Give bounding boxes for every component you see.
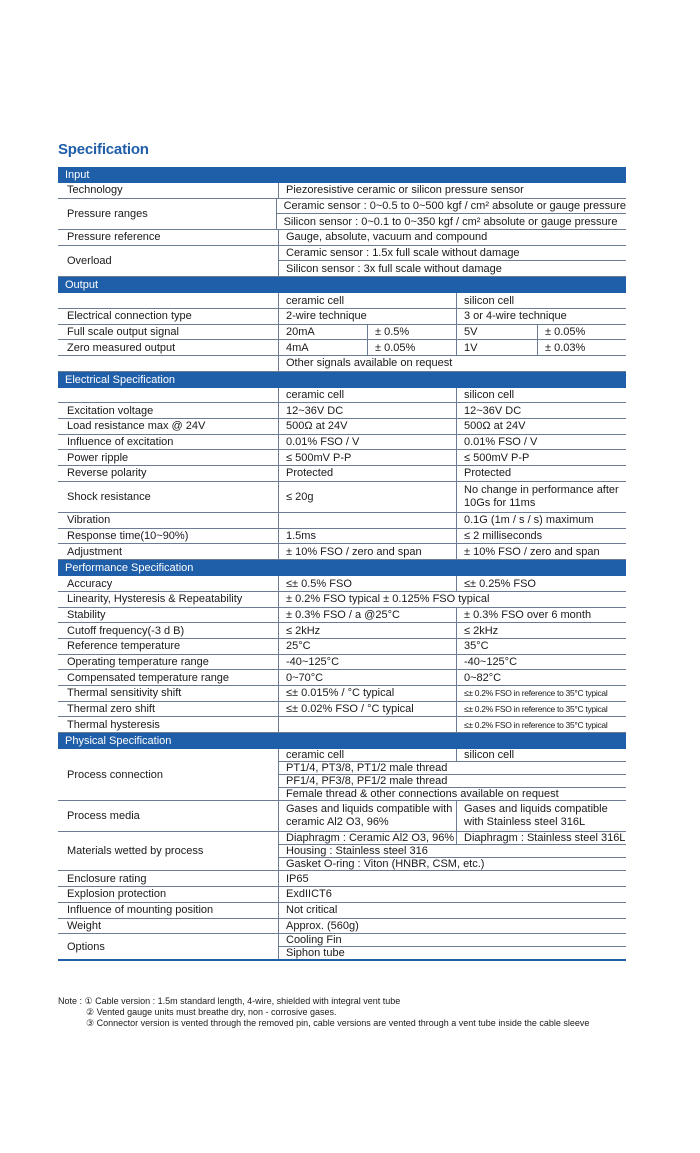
row-weight	[58, 919, 626, 935]
table-row	[58, 717, 626, 733]
row-label: Process connection	[58, 749, 279, 800]
row-value: PF1/4, PF3/8, PF1/2 male thread	[286, 775, 448, 788]
row-process-media	[58, 801, 626, 832]
column-header-silicon: silicon cell	[464, 749, 515, 762]
row-label: Thermal zero shift	[58, 702, 279, 717]
spec-table	[58, 167, 626, 961]
row-label: Thermal hysteresis	[58, 717, 279, 732]
cell-ceramic: Diaphragm : Ceramic Al2 O3, 96%	[279, 832, 457, 844]
cell-silicon: ≤ 2 milliseconds	[464, 530, 543, 543]
row-value: Gauge, absolute, vacuum and compound	[286, 231, 488, 244]
cell-ceramic: 2-wire technique	[279, 309, 457, 324]
row-label: Cutoff frequency(-3 d B)	[58, 623, 279, 638]
section-header-electrical: Electrical Specification	[58, 372, 626, 388]
cell-ceramic: ≤± 0.02% FSO / °C typical	[279, 702, 457, 717]
row-label: Operating temperature range	[58, 655, 279, 670]
table-row	[58, 623, 626, 639]
cell-silicon: 35°C	[464, 640, 489, 653]
row-label: Compensated temperature range	[58, 670, 279, 685]
row-value: Cooling Fin	[286, 934, 342, 947]
row-label: Adjustment	[58, 544, 279, 559]
cell-silicon: ≤ 500mV P-P	[464, 451, 530, 464]
table-row	[58, 450, 626, 466]
row-label: Vibration	[58, 513, 279, 528]
row-value: Female thread & other connections available on request	[286, 788, 559, 801]
row-label: Reference temperature	[58, 639, 279, 654]
row-label: Pressure ranges	[58, 199, 277, 229]
cell-silicon: ≤ 2kHz	[464, 624, 499, 637]
cell-silicon: 3 or 4-wire technique	[464, 310, 567, 323]
cell-silicon: 12~36V DC	[464, 404, 522, 417]
row-value: Other signals available on request	[286, 357, 453, 370]
cell-silicon: 0.1G (1m / s / s) maximum	[464, 514, 594, 527]
page-title: Specification	[58, 141, 149, 158]
row-label: Materials wetted by process	[58, 832, 279, 870]
row-overload	[58, 246, 626, 277]
row-label: Influence of excitation	[58, 435, 279, 450]
row-label: Stability	[58, 608, 279, 623]
table-row	[58, 702, 626, 718]
section-header-performance: Performance Specification	[58, 560, 626, 576]
cell-ceramic: ≤ 20g	[279, 482, 457, 512]
row-options	[58, 934, 626, 961]
row-label: Load resistance max @ 24V	[58, 419, 279, 434]
cell-ceramic: 0.01% FSO / V	[279, 435, 457, 450]
cell-ceramic: 500Ω at 24V	[279, 419, 457, 434]
section-header-input: Input	[58, 167, 626, 183]
row-label: Options	[58, 934, 279, 959]
cell-silicon-tolerance: ± 0.03%	[545, 341, 586, 354]
row-full-scale	[58, 325, 626, 341]
cell-ceramic: Gases and liquids compatible with ceramic Al2 O3, 96%	[279, 801, 457, 831]
row-label: Shock resistance	[58, 482, 279, 512]
row-value: Housing : Stainless steel 316	[286, 845, 428, 858]
row-value: Not critical	[286, 904, 338, 917]
row-value: Ceramic sensor : 1.5x full scale without damage	[286, 247, 520, 260]
row-label: Thermal sensitivity shift	[58, 686, 279, 701]
cell-ceramic: ≤ 500mV P-P	[279, 450, 457, 465]
row-label: Electrical connection type	[58, 309, 279, 324]
note-2: ② Vented gauge units must breathe dry, non - corrosive gases.	[86, 1007, 337, 1017]
cell-ceramic-signal: 20mA	[279, 325, 368, 340]
cell-silicon: 500Ω at 24V	[464, 420, 526, 433]
cell-ceramic: 12~36V DC	[279, 403, 457, 418]
cell-silicon: Diaphragm : Stainless steel 316L	[464, 832, 626, 845]
footnotes	[58, 996, 658, 1029]
row-label: Process media	[58, 801, 279, 831]
row-enclosure	[58, 871, 626, 887]
row-value: Siphon tube	[286, 947, 345, 960]
table-row	[58, 655, 626, 671]
row-process-connection	[58, 749, 626, 801]
cell-silicon: -40~125°C	[464, 655, 518, 668]
table-row	[58, 435, 626, 451]
cell-silicon-signal: 5V	[457, 325, 538, 340]
row-value: Gasket O-ring : Viton (HNBR, CSM, etc.)	[286, 858, 485, 871]
cell-silicon-tolerance: ± 0.05%	[545, 325, 586, 338]
table-row	[58, 466, 626, 482]
row-label: Response time(10~90%)	[58, 529, 279, 544]
cell-ceramic: ≤ 2kHz	[279, 623, 457, 638]
column-header-ceramic: ceramic cell	[279, 293, 457, 308]
cell-ceramic: -40~125°C	[279, 655, 457, 670]
row-label: Power ripple	[58, 450, 279, 465]
row-pressure-ranges	[58, 199, 626, 230]
cell-ceramic-signal: 4mA	[279, 340, 368, 355]
note-3: ③ Connector version is vented through the removed pin, cable versions are vented through a vent tube inside the cable sleeve	[86, 1018, 590, 1028]
row-label: Technology	[58, 183, 279, 198]
section-header-output: Output	[58, 277, 626, 293]
row-label: Pressure reference	[58, 230, 279, 245]
row-label: Reverse polarity	[58, 466, 279, 481]
table-row	[58, 544, 626, 560]
cell-ceramic: ± 0.3% FSO / a @25°C	[279, 608, 457, 623]
row-value: Ceramic sensor : 0~0.5 to 0~500 kgf / cm² absolute or gauge pressure	[283, 200, 626, 213]
row-value: PT1/4, PT3/8, PT1/2 male thread	[286, 762, 448, 775]
row-label: Explosion protection	[58, 887, 279, 902]
table-row	[58, 639, 626, 655]
row-connection-type	[58, 309, 626, 325]
section-header-physical: Physical Specification	[58, 733, 626, 749]
row-label: Weight	[58, 919, 279, 934]
row-value: IP65	[286, 872, 309, 885]
table-row	[58, 419, 626, 435]
table-row	[58, 403, 626, 419]
column-header-silicon: silicon cell	[464, 294, 515, 307]
cell-ceramic: 25°C	[279, 639, 457, 654]
row-label: Full scale output signal	[58, 325, 279, 340]
cell-silicon: Gases and liquids compatible with Stainless steel 316L	[464, 803, 608, 829]
cell-silicon-signal: 1V	[457, 340, 538, 355]
table-row	[58, 670, 626, 686]
row-pressure-reference	[58, 230, 626, 246]
table-row	[58, 592, 626, 608]
row-mounting	[58, 903, 626, 919]
row-value: ± 0.2% FSO typical ± 0.125% FSO typical	[286, 593, 490, 606]
row-materials	[58, 832, 626, 871]
row-label	[58, 293, 279, 308]
row-label: Enclosure rating	[58, 871, 279, 886]
row-label: Influence of mounting position	[58, 903, 279, 918]
cell-ceramic: ≤± 0.015% / °C typical	[279, 686, 457, 701]
row-label	[58, 388, 279, 403]
row-electrical-columns	[58, 388, 626, 404]
notes-prefix: Note :	[58, 996, 85, 1006]
row-other-signals	[58, 356, 626, 372]
row-technology	[58, 183, 626, 199]
note-1: ① Cable version : 1.5m standard length, 4-wire, shielded with integral vent tube	[84, 996, 401, 1006]
table-row	[58, 608, 626, 624]
cell-silicon: Protected	[464, 467, 512, 480]
table-row	[58, 482, 626, 513]
row-label: Zero measured output	[58, 340, 279, 355]
cell-silicon: 0~82°C	[464, 671, 502, 684]
row-value: ExdIICT6	[286, 888, 332, 901]
cell-silicon: ≤± 0.2% FSO in reference to 35°C typical	[464, 688, 608, 699]
row-value: Piezoresistive ceramic or silicon pressure sensor	[286, 184, 524, 197]
cell-ceramic: ± 10% FSO / zero and span	[279, 544, 457, 559]
row-label	[58, 356, 279, 371]
cell-ceramic: ≤± 0.5% FSO	[279, 576, 457, 591]
row-explosion	[58, 887, 626, 903]
row-label: Accuracy	[58, 576, 279, 591]
column-header-ceramic: ceramic cell	[279, 388, 457, 403]
cell-ceramic	[279, 513, 457, 528]
table-row	[58, 529, 626, 545]
cell-ceramic: 0~70°C	[279, 670, 457, 685]
row-label: Excitation voltage	[58, 403, 279, 418]
column-header-ceramic: ceramic cell	[279, 749, 457, 761]
row-value: Approx. (560g)	[286, 919, 359, 932]
row-value: Silicon sensor : 0~0.1 to 0~350 kgf / cm² absolute or gauge pressure	[283, 215, 618, 228]
cell-silicon: ± 0.3% FSO over 6 month	[464, 608, 592, 621]
cell-ceramic-tolerance: ± 0.5%	[368, 325, 457, 340]
row-value: Silicon sensor : 3x full scale without damage	[286, 262, 502, 275]
cell-ceramic: 1.5ms	[279, 529, 457, 544]
cell-silicon: No change in performance after 10Gs for 11ms	[464, 483, 619, 509]
table-row	[58, 576, 626, 592]
cell-ceramic: Protected	[279, 466, 457, 481]
cell-silicon: ≤± 0.25% FSO	[464, 577, 536, 590]
column-header-silicon: silicon cell	[464, 388, 515, 401]
cell-silicon: ≤± 0.2% FSO in reference to 35°C typical	[464, 719, 608, 730]
cell-ceramic-tolerance: ± 0.05%	[368, 340, 457, 355]
cell-silicon: 0.01% FSO / V	[464, 436, 538, 448]
cell-ceramic	[279, 717, 457, 732]
cell-silicon: ≤± 0.2% FSO in reference to 35°C typical	[464, 704, 608, 715]
cell-silicon: ± 10% FSO / zero and span	[464, 545, 600, 558]
table-row	[58, 686, 626, 702]
table-row	[58, 513, 626, 529]
row-output-columns	[58, 293, 626, 309]
row-zero-output	[58, 340, 626, 356]
row-label: Linearity, Hysteresis & Repeatability	[58, 592, 279, 607]
row-label: Overload	[58, 246, 279, 276]
